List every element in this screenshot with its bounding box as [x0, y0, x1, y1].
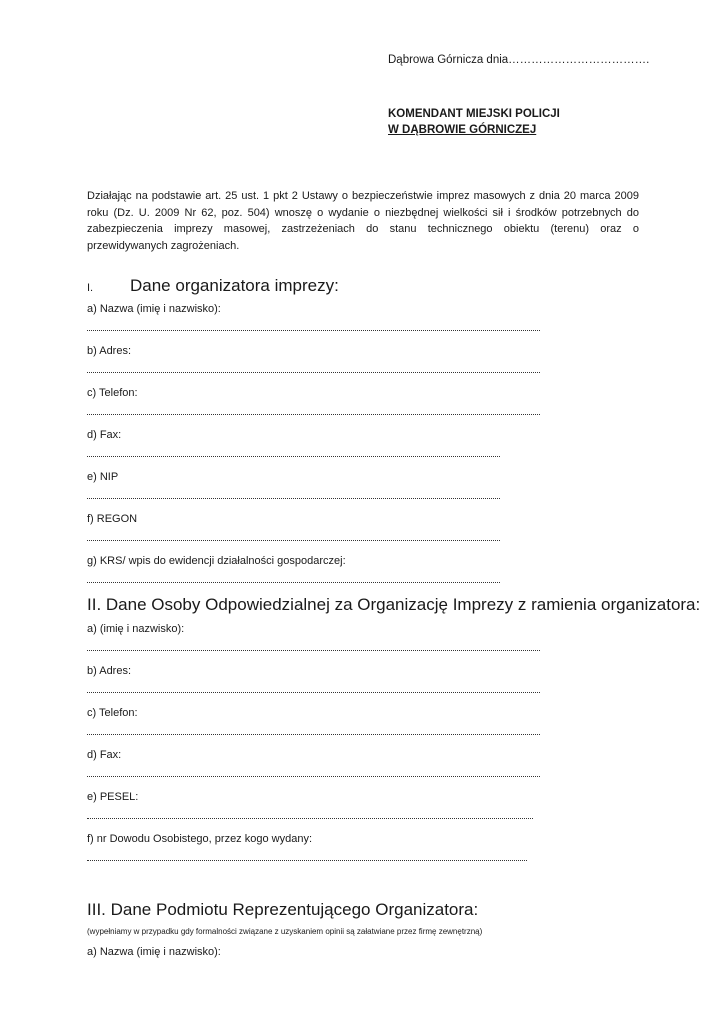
s1-label-fax: d) Fax: [87, 429, 122, 441]
s2-label-id-card: f) nr Dowodu Osobistego, przez kogo wydany: [87, 833, 313, 845]
date-line: Dąbrowa Górnicza dnia………………………………. [388, 54, 650, 66]
s1-label-regon: f) REGON [87, 513, 138, 525]
section-3-note: (wypełniamy w przypadku gdy formalności związane z uzyskaniem opinii są załatwiane przez firmę zewnętrzną) [87, 927, 483, 936]
s1-label-name: a) Nazwa (imię i nazwisko): [87, 303, 221, 315]
s1-fill-line-name[interactable] [87, 324, 540, 331]
section-3-heading: III. Dane Podmiotu Reprezentującego Organizatora: [87, 900, 479, 919]
s2-fill-line-phone[interactable] [87, 728, 540, 735]
s1-fill-line-phone[interactable] [87, 408, 540, 415]
section-2-heading: II. Dane Osoby Odpowiedzialnej za Organizację Imprezy z ramienia organizatora: [87, 595, 701, 614]
s1-label-address: b) Adres: [87, 345, 132, 357]
s2-fill-line-pesel[interactable] [87, 812, 533, 819]
s1-fill-line-regon[interactable] [87, 534, 500, 541]
s2-fill-line-address[interactable] [87, 686, 540, 693]
s1-fill-line-nip[interactable] [87, 492, 500, 499]
s3-label-name: a) Nazwa (imię i nazwisko): [87, 946, 221, 958]
section-1-heading [87, 276, 339, 296]
s1-label-phone: c) Telefon: [87, 387, 138, 399]
intro-paragraph: Działając na podstawie art. 25 ust. 1 pkt 2 Ustawy o bezpieczeństwie imprez masowych z dnia 20 marca 2009 roku (Dz. U. 2009 Nr 62, poz. 504) wnoszę o wydanie o niezbędnej wielkości sił i środków potrzebnych do zabezpieczenia imprezy masowej, zastrzeżeniach do stanu technicznego obiektu (terenu) oraz o przewidywanych zagrożeniach. [87, 190, 639, 252]
s2-label-address: b) Adres: [87, 665, 132, 677]
s2-label-phone: c) Telefon: [87, 707, 138, 719]
s1-fill-line-address[interactable] [87, 366, 540, 373]
s1-label-nip: e) NIP [87, 471, 119, 483]
s1-fill-line-krs[interactable] [87, 576, 500, 583]
section-1-title: Dane organizatora imprezy: [130, 276, 339, 295]
s1-fill-line-fax[interactable] [87, 450, 500, 457]
s2-label-pesel: e) PESEL: [87, 791, 139, 803]
addressee-line-2: W DĄBROWIE GÓRNICZEJ [388, 124, 537, 136]
addressee-line-1: KOMENDANT MIEJSKI POLICJI [388, 108, 560, 120]
s2-fill-line-name[interactable] [87, 644, 540, 651]
section-1-number: I. [87, 282, 94, 294]
s2-label-name: a) (imię i nazwisko): [87, 623, 185, 635]
addressee-block [388, 106, 560, 138]
s1-label-krs: g) KRS/ wpis do ewidencji działalności gospodarczej: [87, 555, 346, 567]
s2-fill-line-fax[interactable] [87, 770, 540, 777]
s2-label-fax: d) Fax: [87, 749, 122, 761]
s2-fill-line-id-card[interactable] [87, 854, 527, 861]
